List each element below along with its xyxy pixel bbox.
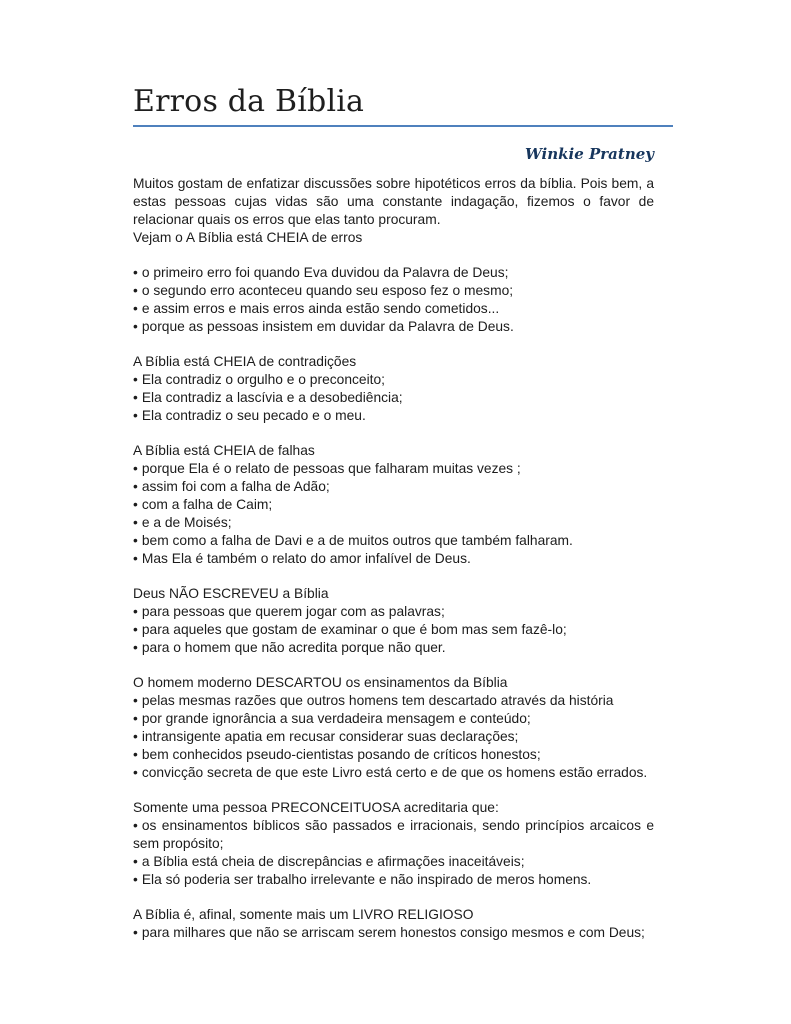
- bullet-list: [133, 460, 654, 568]
- bullet-item: [133, 407, 654, 425]
- bullet-icon: •: [133, 693, 138, 708]
- bullet-text: para aqueles que gostam de examinar o que é bom mas sem fazê-lo;: [141, 622, 567, 637]
- bullet-text: com a falha de Caim;: [141, 497, 273, 512]
- bullet-item: [133, 639, 654, 657]
- bullet-text: Ela contradiz o orgulho e o preconceito;: [141, 372, 385, 387]
- document-section: [133, 442, 654, 568]
- bullet-text: para o homem que não acredita porque não quer.: [141, 640, 446, 655]
- bullet-item: [133, 728, 654, 746]
- bullet-item: [133, 710, 654, 728]
- document-section: [133, 585, 654, 657]
- bullet-text: o segundo erro aconteceu quando seu esposo fez o mesmo;: [141, 283, 514, 298]
- bullet-list: [133, 817, 654, 889]
- bullet-item: [133, 460, 654, 478]
- bullet-icon: •: [133, 747, 138, 762]
- bullet-item: [133, 478, 654, 496]
- section-heading: A Bíblia está CHEIA de falhas: [133, 443, 315, 458]
- document-section: [133, 906, 654, 942]
- bullet-item: [133, 532, 654, 550]
- bullet-text: porque as pessoas insistem em duvidar da Palavra de Deus.: [141, 319, 514, 334]
- bullet-item: [133, 924, 654, 942]
- bullet-item: [133, 621, 654, 639]
- bullet-item: [133, 550, 654, 568]
- bullet-text: para pessoas que querem jogar com as palavras;: [141, 604, 445, 619]
- bullet-item: [133, 603, 654, 621]
- bullet-item: [133, 300, 654, 318]
- bullet-item: [133, 318, 654, 336]
- bullet-item: [133, 853, 654, 871]
- bullet-text: bem conhecidos pseudo-cientistas posando de críticos honestos;: [141, 747, 541, 762]
- bullet-icon: •: [133, 872, 138, 887]
- intro-block: [133, 175, 654, 247]
- title-rule: [133, 125, 673, 127]
- document-section: [133, 353, 654, 425]
- bullet-text: Ela contradiz a lascívia e a desobediência;: [141, 390, 403, 405]
- bullet-icon: •: [133, 265, 138, 280]
- bullet-icon: •: [133, 818, 138, 833]
- document-body: [133, 175, 654, 942]
- bullet-icon: •: [133, 319, 138, 334]
- intro-paragraph: Muitos gostam de enfatizar discussões sobre hipotéticos erros da bíblia. Pois bem, a estas pessoas cujas vidas são uma constante indagação, fizemos o favor de relacionar quais os erros que elas tanto procuram.: [133, 176, 654, 227]
- bullet-text: Mas Ela é também o relato do amor infalível de Deus.: [141, 551, 471, 566]
- section-heading: A Bíblia é, afinal, somente mais um LIVRO RELIGIOSO: [133, 907, 474, 922]
- bullet-icon: •: [133, 461, 138, 476]
- bullet-list: [133, 264, 654, 336]
- document-section: [133, 674, 654, 782]
- bullet-item: [133, 496, 654, 514]
- bullet-item: [133, 746, 654, 764]
- bullet-icon: •: [133, 408, 138, 423]
- intro-lead-line: Vejam o A Bíblia está CHEIA de erros: [133, 230, 363, 245]
- section-heading: Deus NÃO ESCREVEU a Bíblia: [133, 586, 329, 601]
- bullet-item: [133, 371, 654, 389]
- bullet-icon: •: [133, 390, 138, 405]
- bullet-icon: •: [133, 515, 138, 530]
- bullet-icon: •: [133, 622, 138, 637]
- bullet-icon: •: [133, 604, 138, 619]
- bullet-icon: •: [133, 301, 138, 316]
- sections: [133, 264, 654, 942]
- bullet-text: convicção secreta de que este Livro está certo e de que os homens estão errados.: [141, 765, 648, 780]
- bullet-icon: •: [133, 551, 138, 566]
- bullet-icon: •: [133, 533, 138, 548]
- bullet-text: Ela só poderia ser trabalho irrelevante e não inspirado de meros homens.: [141, 872, 592, 887]
- document-section: [133, 799, 654, 889]
- bullet-text: o primeiro erro foi quando Eva duvidou da Palavra de Deus;: [141, 265, 509, 280]
- bullet-icon: •: [133, 711, 138, 726]
- bullet-item: [133, 692, 654, 710]
- bullet-text: intransigente apatia em recusar considerar suas declarações;: [141, 729, 519, 744]
- bullet-list: [133, 692, 654, 782]
- bullet-text: porque Ela é o relato de pessoas que falharam muitas vezes ;: [141, 461, 521, 476]
- bullet-icon: •: [133, 765, 138, 780]
- bullet-text: pelas mesmas razões que outros homens tem descartado através da história: [141, 693, 614, 708]
- bullet-item: [133, 817, 654, 853]
- bullet-text: os ensinamentos bíblicos são passados e irracionais, sendo princípios arcaicos e sem propósito;: [133, 818, 654, 851]
- bullet-text: e assim erros e mais erros ainda estão sendo cometidos...: [141, 301, 500, 316]
- bullet-text: Ela contradiz o seu pecado e o meu.: [141, 408, 366, 423]
- bullet-text: e a de Moisés;: [141, 515, 232, 530]
- bullet-icon: •: [133, 729, 138, 744]
- bullet-icon: •: [133, 372, 138, 387]
- document-section: [133, 264, 654, 336]
- section-heading: A Bíblia está CHEIA de contradições: [133, 354, 357, 369]
- bullet-item: [133, 282, 654, 300]
- bullet-item: [133, 764, 654, 782]
- bullet-list: [133, 603, 654, 657]
- bullet-list: [133, 371, 654, 425]
- bullet-item: [133, 514, 654, 532]
- bullet-text: a Bíblia está cheia de discrepâncias e afirmações inaceitáveis;: [141, 854, 525, 869]
- bullet-icon: •: [133, 854, 138, 869]
- bullet-icon: •: [133, 497, 138, 512]
- bullet-text: para milhares que não se arriscam serem honestos consigo mesmos e com Deus;: [141, 925, 645, 940]
- bullet-text: bem como a falha de Davi e a de muitos outros que também falharam.: [141, 533, 573, 548]
- section-heading: Somente uma pessoa PRECONCEITUOSA acreditaria que:: [133, 800, 499, 815]
- section-heading: O homem moderno DESCARTOU os ensinamentos da Bíblia: [133, 675, 508, 690]
- bullet-item: [133, 389, 654, 407]
- bullet-icon: •: [133, 283, 138, 298]
- bullet-icon: •: [133, 640, 138, 655]
- author-byline: Winkie Pratney: [524, 145, 654, 163]
- bullet-item: [133, 871, 654, 889]
- bullet-text: por grande ignorância a sua verdadeira mensagem e conteúdo;: [141, 711, 531, 726]
- bullet-item: [133, 264, 654, 282]
- bullet-icon: •: [133, 479, 138, 494]
- bullet-icon: •: [133, 925, 138, 940]
- page-title: Erros da Bíblia: [133, 84, 365, 119]
- bullet-text: assim foi com a falha de Adão;: [141, 479, 330, 494]
- bullet-list: [133, 924, 654, 942]
- document-content: [133, 84, 654, 942]
